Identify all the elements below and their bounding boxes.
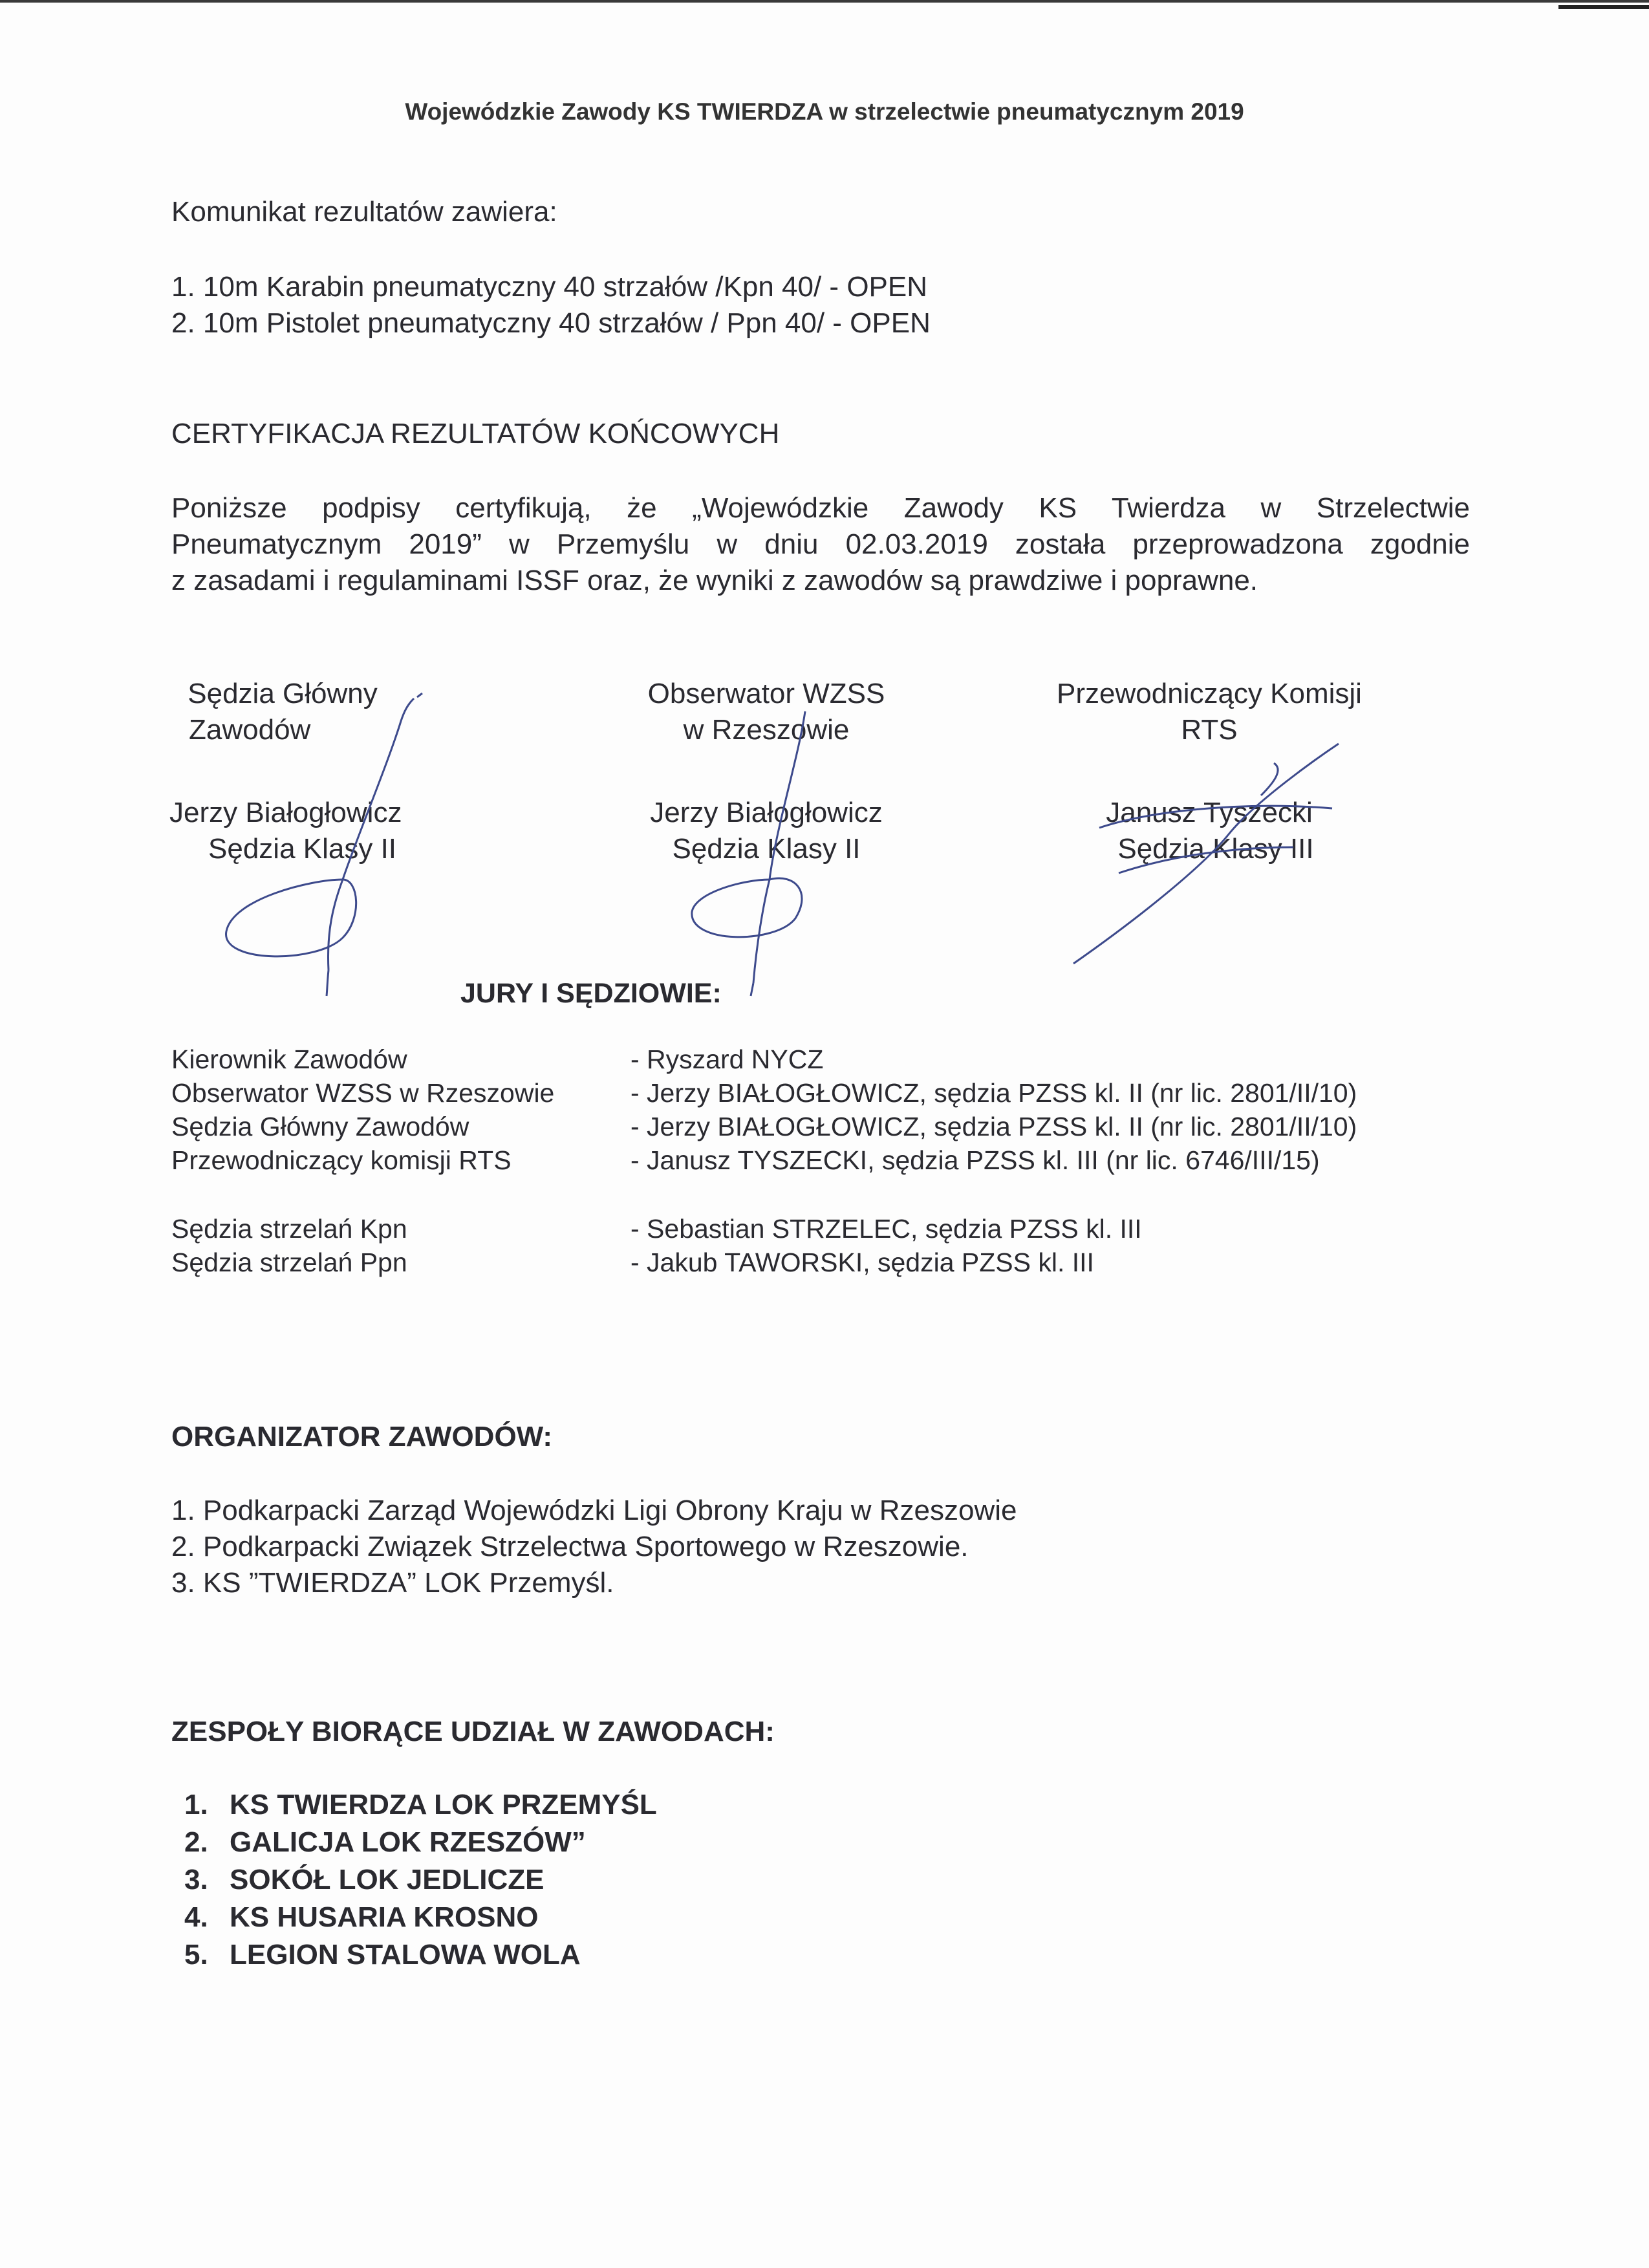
jury-person: - Jerzy BIAŁOGŁOWICZ, sędzia PZSS kl. II (nr lic. 2801/II/10) bbox=[630, 1078, 1357, 1108]
signature-rank: Sędzia Klasy III bbox=[1117, 833, 1314, 865]
team-number: 2. bbox=[184, 1826, 208, 1858]
jury-role: Kierownik Zawodów bbox=[171, 1044, 407, 1074]
team-number: 4. bbox=[184, 1901, 208, 1933]
jury-heading: JURY I SĘDZIOWIE: bbox=[460, 978, 722, 1009]
jury-role: Przewodniczący komisji RTS bbox=[171, 1145, 512, 1175]
jury-role: Sędzia strzelań Kpn bbox=[171, 1214, 407, 1244]
jury-role: Sędzia Główny Zawodów bbox=[171, 1112, 469, 1141]
signature-role: Obserwator WZSS bbox=[647, 678, 885, 709]
signature-role: Przewodniczący Komisji bbox=[1057, 678, 1362, 709]
jury-role: Obserwator WZSS w Rzeszowie bbox=[171, 1078, 555, 1108]
certification-heading: CERTYFIKACJA REZULTATÓW KOŃCOWYCH bbox=[171, 418, 780, 449]
certification-line: Pneumatycznym 2019” w Przemyślu w dniu 02.03.2019 została przeprowadzona zgodnie bbox=[171, 528, 1470, 560]
signature-role: Sędzia Główny bbox=[188, 678, 378, 709]
organizer-heading: ORGANIZATOR ZAWODÓW: bbox=[171, 1421, 553, 1453]
organizer-item: 2. Podkarpacki Związek Strzelectwa Sportowego w Rzeszowie. bbox=[171, 1531, 969, 1562]
signature-rank: Sędzia Klasy II bbox=[672, 833, 861, 865]
scan-top-border bbox=[0, 0, 1649, 3]
signature-role: Zawodów bbox=[189, 714, 311, 746]
team-name: GALICJA LOK RZESZÓW” bbox=[230, 1826, 586, 1858]
scan-top-mark bbox=[1558, 5, 1649, 9]
contents-heading: Komunikat rezultatów zawiera: bbox=[171, 196, 557, 228]
team-name: SOKÓŁ LOK JEDLICZE bbox=[230, 1864, 544, 1895]
team-number: 3. bbox=[184, 1864, 208, 1895]
team-name: LEGION STALOWA WOLA bbox=[230, 1939, 581, 1971]
teams-heading: ZESPOŁY BIORĄCE UDZIAŁ W ZAWODACH: bbox=[171, 1716, 775, 1747]
team-name: KS TWIERDZA LOK PRZEMYŚL bbox=[230, 1789, 657, 1820]
certification-line: Poniższe podpisy certyfikują, że „Wojewódzkie Zawody KS Twierdza w Strzelectwie bbox=[171, 492, 1470, 524]
organizer-item: 3. KS ”TWIERDZA” LOK Przemyśl. bbox=[171, 1567, 614, 1599]
certification-paragraph bbox=[171, 490, 1470, 599]
handwritten-signature-1 bbox=[213, 686, 433, 983]
team-name: KS HUSARIA KROSNO bbox=[230, 1901, 539, 1933]
jury-person: - Jakub TAWORSKI, sędzia PZSS kl. III bbox=[630, 1247, 1094, 1277]
signature-rank: Sędzia Klasy II bbox=[208, 833, 397, 865]
signature-name: Janusz Tyszecki bbox=[1106, 797, 1313, 828]
handwritten-signature-2 bbox=[673, 698, 867, 989]
contents-item: 2. 10m Pistolet pneumatyczny 40 strzałów / Ppn 40/ - OPEN bbox=[171, 307, 931, 339]
signature-name: Jerzy Białogłowicz bbox=[169, 797, 402, 828]
jury-person: - Janusz TYSZECKI, sędzia PZSS kl. III (nr lic. 6746/III/15) bbox=[630, 1145, 1320, 1175]
organizer-item: 1. Podkarpacki Zarząd Wojewódzki Ligi Obrony Kraju w Rzeszowie bbox=[171, 1495, 1017, 1526]
jury-role: Sędzia strzelań Ppn bbox=[171, 1247, 407, 1277]
signature-name: Jerzy Białogłowicz bbox=[650, 797, 883, 828]
handwritten-signature-3 bbox=[1061, 737, 1358, 970]
contents-item: 1. 10m Karabin pneumatyczny 40 strzałów /Kpn 40/ - OPEN bbox=[171, 271, 928, 303]
team-number: 1. bbox=[184, 1789, 208, 1820]
jury-person: - Sebastian STRZELEC, sędzia PZSS kl. III bbox=[630, 1214, 1142, 1244]
jury-person: - Ryszard NYCZ bbox=[630, 1044, 824, 1074]
signature-role: w Rzeszowie bbox=[683, 714, 850, 746]
document-title: Wojewódzkie Zawody KS TWIERDZA w strzelectwie pneumatycznym 2019 bbox=[405, 98, 1244, 125]
jury-person: - Jerzy BIAŁOGŁOWICZ, sędzia PZSS kl. II (nr lic. 2801/II/10) bbox=[630, 1112, 1357, 1141]
team-number: 5. bbox=[184, 1939, 208, 1971]
signature-role: RTS bbox=[1181, 714, 1238, 746]
certification-line: z zasadami i regulaminami ISSF oraz, że wyniki z zawodów są prawdziwe i poprawne. bbox=[171, 565, 1258, 596]
